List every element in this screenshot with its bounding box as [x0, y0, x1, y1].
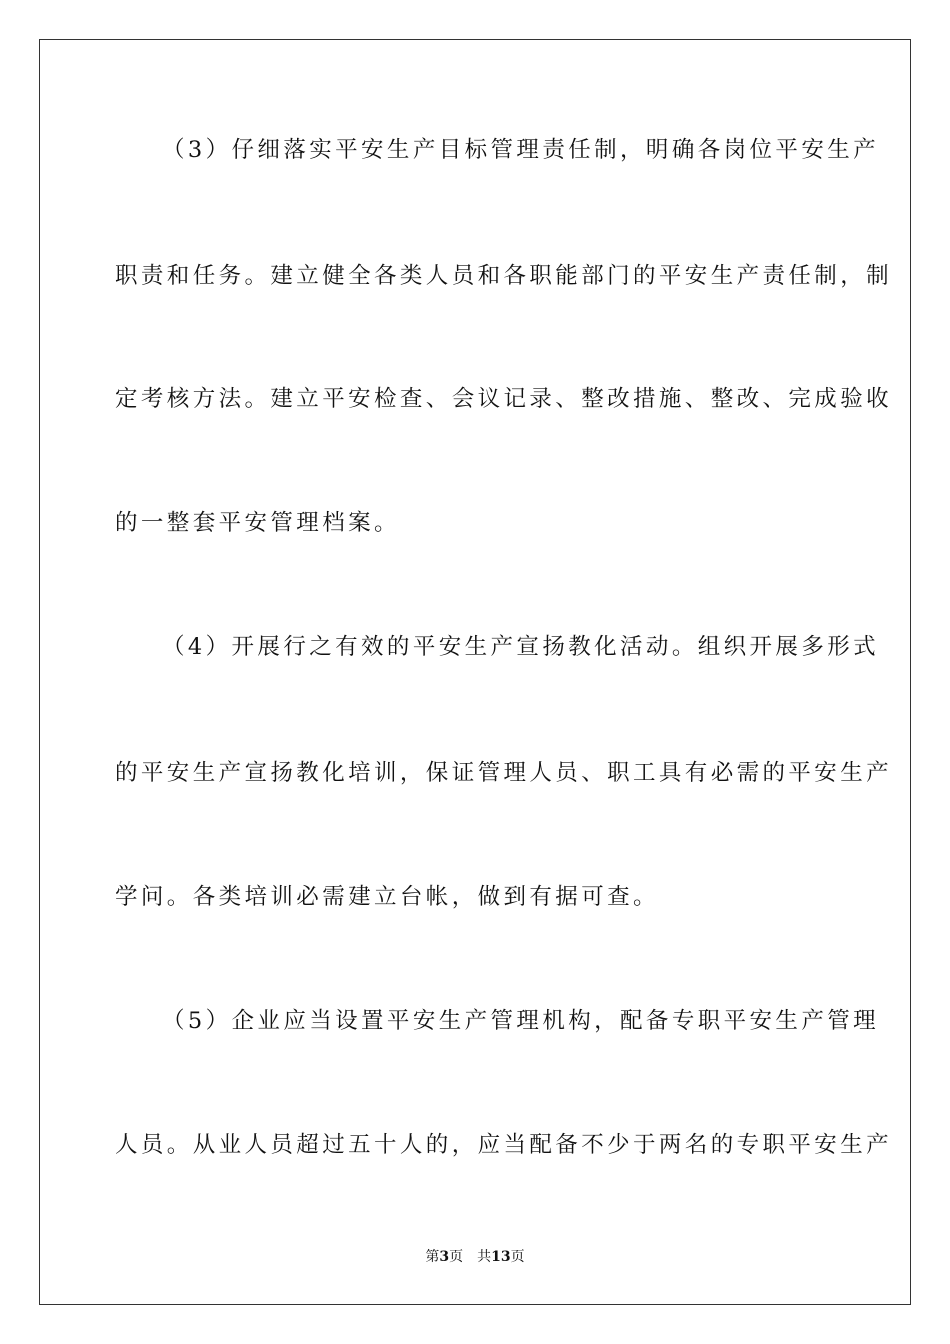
paragraph-4-line-3: 学问。各类培训必需建立台帐，做到有据可查。 — [115, 884, 659, 910]
paragraph-5-line-1: （5）企业应当设置平安生产管理机构，配备专职平安生产管理 — [162, 1008, 880, 1034]
paragraph-4-line-2: 的平安生产宣扬教化培训，保证管理人员、职工具有必需的平安生产 — [115, 760, 893, 786]
page-footer — [0, 1247, 950, 1267]
page-prefix: 第 — [425, 1249, 440, 1265]
paragraph-3-line-4: 的一整套平安管理档案。 — [115, 510, 400, 536]
paragraph-4-line-1: （4）开展行之有效的平安生产宣扬教化活动。组织开展多形式 — [162, 634, 880, 660]
paragraph-5-line-2: 人员。从业人员超过五十人的，应当配备不少于两名的专职平安生产 — [115, 1132, 893, 1158]
paragraph-3-line-3: 定考核方法。建立平安检查、会议记录、整改措施、整改、完成验收 — [115, 386, 893, 412]
page-border — [39, 39, 911, 1305]
page-number: 3 — [439, 1249, 450, 1265]
total-prefix: 共 — [477, 1249, 492, 1265]
paragraph-3-line-2: 职责和任务。建立健全各类人员和各职能部门的平安生产责任制，制 — [115, 263, 893, 289]
paragraph-3-line-1: （3）仔细落实平安生产目标管理责任制，明确各岗位平安生产 — [162, 137, 880, 163]
page-suffix: 页 — [449, 1249, 464, 1265]
total-pages: 13 — [491, 1249, 511, 1265]
total-suffix: 页 — [510, 1249, 525, 1265]
